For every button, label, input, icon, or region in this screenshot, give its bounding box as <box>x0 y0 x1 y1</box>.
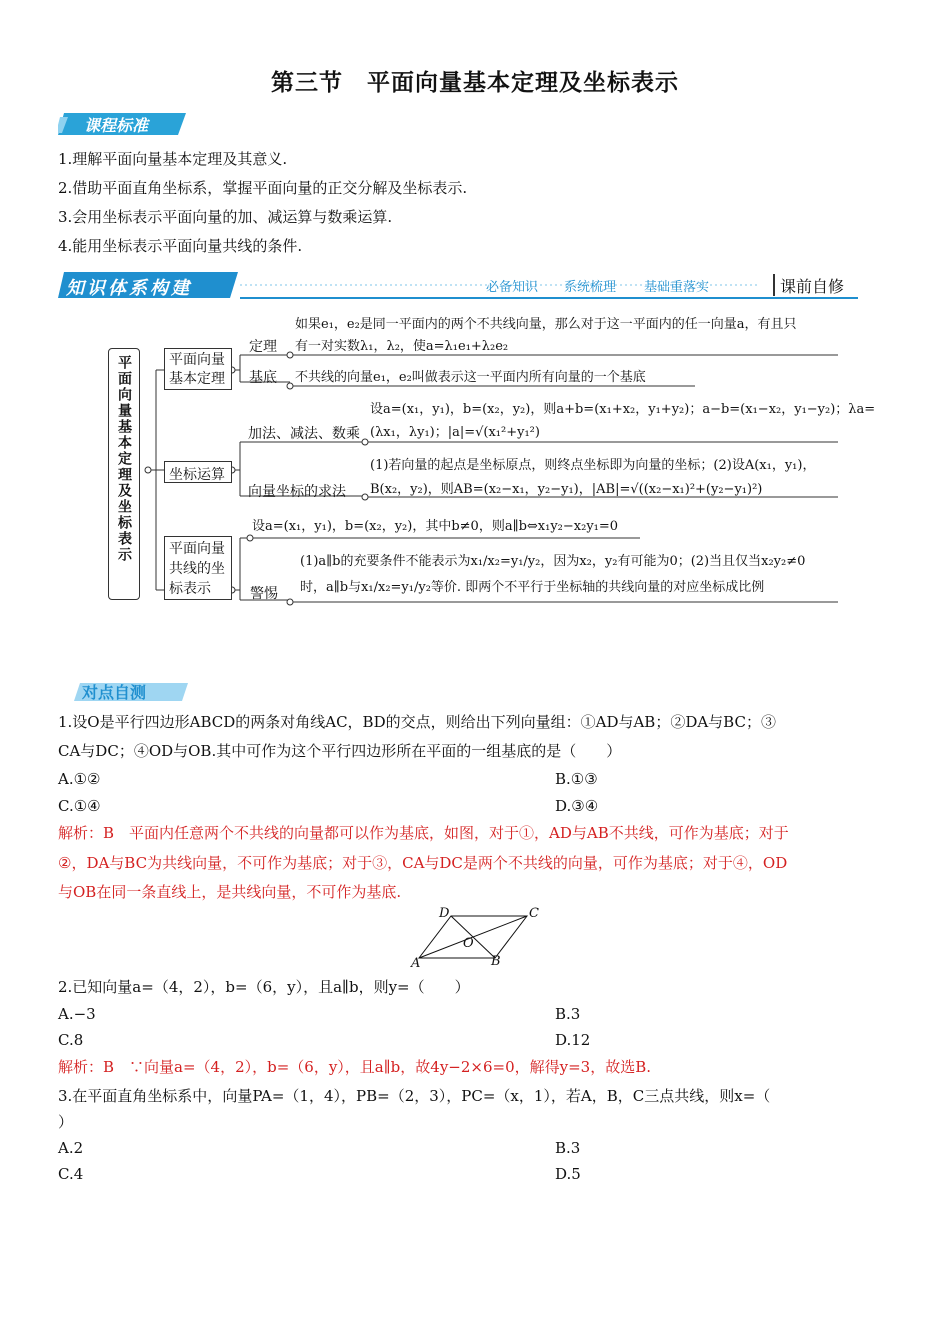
q3-option-b: B.3 <box>555 1139 581 1157</box>
theorem-text-1: 如果e₁，e₂是同一平面内的两个不共线向量，那么对于这一平面内的任一向量a，有且只 <box>295 317 797 332</box>
q1-answer-3: 与OB在同一条直线上，是共线向量，不可作为基底. <box>58 883 402 901</box>
label-b: B <box>491 954 501 969</box>
q1-option-d: D.③④ <box>555 797 599 815</box>
self-test-banner-label: 对点自测 <box>82 683 147 702</box>
label-d: D <box>439 906 450 921</box>
q3-stem-1: 3.在平面直角坐标系中，向量PA=（1，4），PB=（2，3），PC=（x，1），若A，B，C三点共线，则x=（ <box>58 1087 771 1105</box>
coord-text-1: (1)若向量的起点是坐标原点，则终点坐标即为向量的坐标；(2)设A(x₁，y₁)， <box>370 458 816 473</box>
collinear-condition-text: 设a=(x₁，y₁)，b=(x₂，y₂)，其中b≠0，则a∥b⇔x₁y₂−x₂y₁=0 <box>252 519 619 534</box>
q1-option-b: B.①③ <box>555 770 598 788</box>
label-basis: 基底 <box>249 370 277 386</box>
q1-answer-1: 解析：B 平面内任意两个不共线的向量都可以作为基底，如图，对于①，AD与AB不共线，可作为基底；对于 <box>58 824 789 842</box>
curriculum-banner-label: 课程标准 <box>84 116 149 135</box>
label-a: A <box>411 956 421 971</box>
tag-1: 必备知识 <box>486 280 539 295</box>
label-caution: 警惕 <box>250 586 278 602</box>
parallelogram-figure <box>405 906 555 972</box>
self-test-banner <box>70 679 190 703</box>
q1-option-a: A.①② <box>58 770 101 788</box>
pre-class-label: 课前自修 <box>780 277 845 296</box>
label-theorem: 定理 <box>249 339 277 355</box>
caution-text-1: (1)a∥b的充要条件不能表示为x₁/x₂=y₁/y₂，因为x₂，y₂有可能为0；(2)当且仅当x₂y₂≠0 <box>300 554 806 569</box>
mindmap-root <box>108 348 140 600</box>
branch-collinear <box>164 536 232 600</box>
curriculum-item-2: 2.借助平面直角坐标系，掌握平面向量的正交分解及坐标表示. <box>58 179 468 197</box>
curriculum-item-1: 1.理解平面向量基本定理及其意义. <box>58 150 288 168</box>
page-title: 第三节 平面向量基本定理及坐标表示 <box>271 70 679 96</box>
tag-3: 基础重落实 <box>644 280 710 295</box>
coord-text-2: B(x₂，y₂)，则AB=(x₂−x₁，y₂−y₁)，|AB|=√((x₂−x₁)²+(y₂−y₁)²) <box>370 482 763 497</box>
theorem-text-2: 有一对实数λ₁，λ₂，使a=λ₁e₁+λ₂e₂ <box>295 339 509 354</box>
q2-option-a: A.−3 <box>58 1005 96 1023</box>
knowledge-banner <box>58 270 858 300</box>
q3-stem-2: ） <box>58 1113 74 1131</box>
knowledge-mindmap <box>0 300 950 620</box>
ops-text-1: 设a=(x₁，y₁)，b=(x₂，y₂)，则a+b=(x₁+x₂，y₁+y₂)；a−b=(x₁−x₂，y₁−y₂)；λa= <box>370 402 876 417</box>
label-add-sub-scalar: 加法、减法、数乘 <box>248 426 360 442</box>
q1-answer-2: ②，DA与BC为共线向量，不可作为基底；对于③，CA与DC是两个不共线的向量，可作为基底；对于④，OD <box>58 854 788 872</box>
branch-coordinate-ops-label: 坐标运算 <box>169 467 225 483</box>
curriculum-banner <box>58 111 188 137</box>
basis-text: 不共线的向量e₁，e₂叫做表示这一平面内所有向量的一个基底 <box>295 370 646 385</box>
tag-2: 系统梳理 <box>564 280 617 295</box>
q1-stem-2: CA与DC；④OD与OB.其中可作为这个平行四边形所在平面的一组基底的是（ ） <box>58 742 622 760</box>
q2-answer: 解析：B ∵向量a=（4，2），b=（6，y），且a∥b，故4y−2×6=0，解得y=3，故选B. <box>58 1058 652 1076</box>
label-c: C <box>529 906 539 921</box>
branch-coordinate-ops <box>164 461 232 483</box>
label-coordinate-method: 向量坐标的求法 <box>248 484 346 500</box>
curriculum-item-3: 3.会用坐标表示平面向量的加、减运算与数乘运算. <box>58 208 393 226</box>
q1-stem-1: 1.设O是平行四边形ABCD的两条对角线AC，BD的交点，则给出下列向量组：①AD与AB；②DA与BC；③ <box>58 713 776 731</box>
curriculum-item-4: 4.能用坐标表示平面向量共线的条件. <box>58 237 303 255</box>
caution-text-2: 时，a∥b与x₁/x₂=y₁/y₂等价. 即两个不平行于坐标轴的共线向量的对应坐标成比例 <box>300 580 765 595</box>
branch-basic-theorem-label: 平面向量基本定理 <box>169 352 225 387</box>
label-o: O <box>463 936 474 951</box>
q2-option-b: B.3 <box>555 1005 581 1023</box>
ops-text-2: (λx₁，λy₁)；|a|=√(x₁²+y₁²) <box>370 425 540 440</box>
branch-collinear-label: 平面向量共线的坐标表示 <box>169 541 225 597</box>
q2-stem: 2.已知向量a=（4，2），b=（6，y），且a∥b，则y=（ ） <box>58 978 470 996</box>
mindmap-root-label: 平面向量基本定理及坐标表示 <box>116 355 132 563</box>
q2-option-d: D.12 <box>555 1031 591 1049</box>
q1-option-c: C.①④ <box>58 797 101 815</box>
branch-basic-theorem <box>164 348 232 390</box>
knowledge-banner-label: 知识体系构建 <box>66 278 192 299</box>
q3-option-a: A.2 <box>58 1139 84 1157</box>
q2-option-c: C.8 <box>58 1031 84 1049</box>
q3-option-c: C.4 <box>58 1165 84 1183</box>
q3-option-d: D.5 <box>555 1165 581 1183</box>
